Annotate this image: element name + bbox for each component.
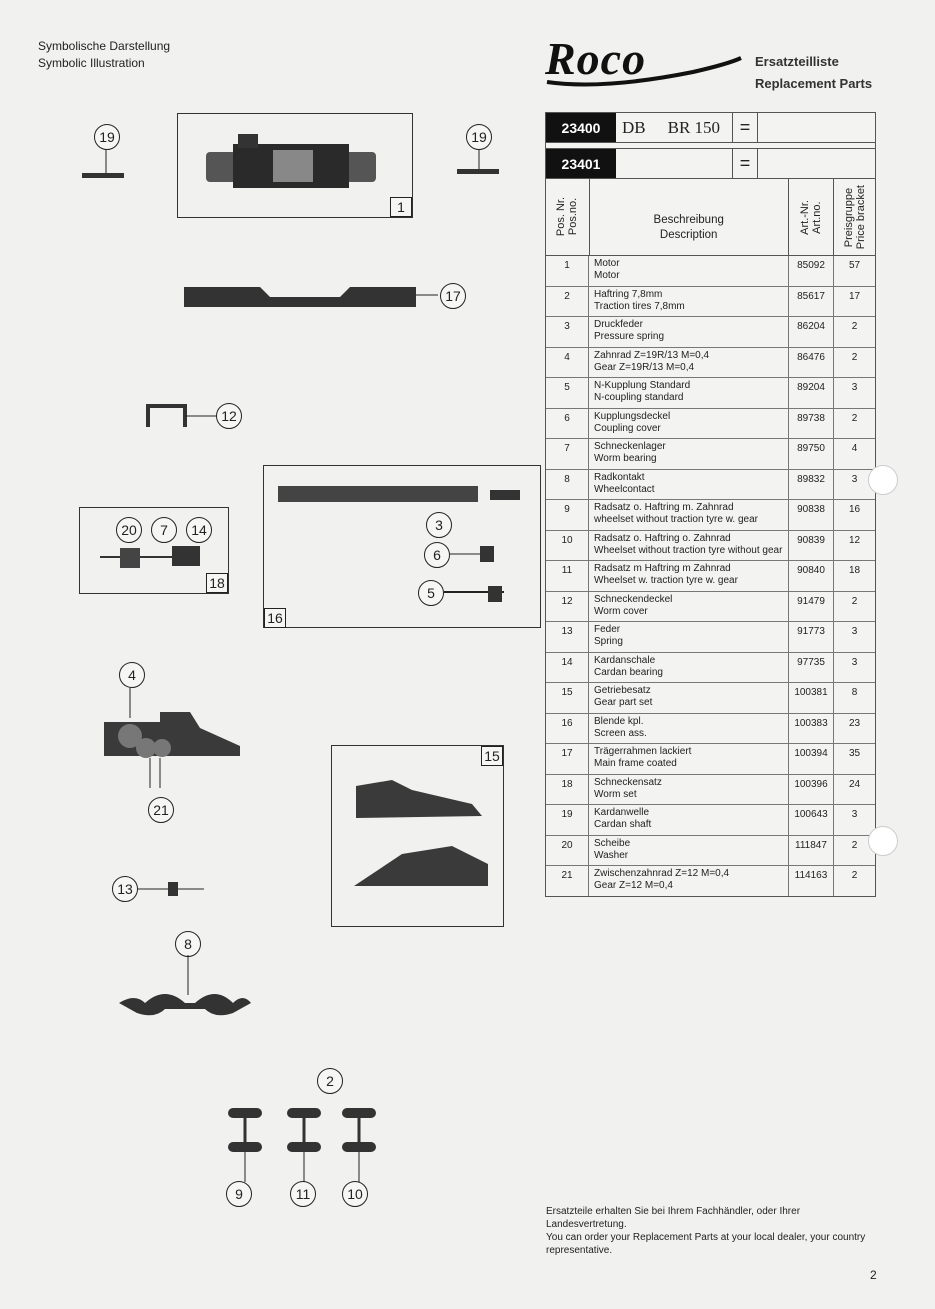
cell-art: 89750 xyxy=(789,439,834,469)
table-row xyxy=(546,744,875,775)
table-row xyxy=(546,348,875,379)
cell-art: 89738 xyxy=(789,409,834,439)
cell-desc-en: Main frame coated xyxy=(594,758,677,769)
cell-desc-de: Radsatz o. Haftring m. Zahnrad xyxy=(594,502,734,513)
cell-desc xyxy=(589,744,789,774)
cell-desc xyxy=(589,836,789,866)
callout-19-right: 19 xyxy=(466,124,492,150)
cell-desc-de: Kardanwelle xyxy=(594,807,650,818)
cell-art: 100381 xyxy=(789,683,834,713)
cell-pos: 8 xyxy=(546,470,589,500)
cell-price: 3 xyxy=(851,473,858,485)
cell-price: 3 xyxy=(851,656,858,668)
cell-art: 100383 xyxy=(789,714,834,744)
table-row xyxy=(546,256,875,287)
callout-8: 8 xyxy=(175,931,201,957)
cell-desc-de: Radsatz m Haftring m Zahnrad xyxy=(594,563,731,574)
cell-pos: 10 xyxy=(546,531,589,561)
callout-7: 7 xyxy=(151,517,177,543)
callout-6: 6 xyxy=(424,542,450,568)
table-row xyxy=(546,531,875,562)
cell-desc xyxy=(589,683,789,713)
col-art xyxy=(789,179,835,255)
col-pos-en: Pos.no. xyxy=(567,198,580,236)
cell-desc xyxy=(589,805,789,835)
cell-desc xyxy=(589,622,789,652)
cell-price: 2 xyxy=(851,412,858,424)
cell-pos: 12 xyxy=(546,592,589,622)
cell-desc-de: Schneckendeckel xyxy=(594,593,673,605)
cell-art: 89204 xyxy=(789,378,834,408)
cell-desc-de: Trägerrahmen lackiert xyxy=(594,746,692,757)
cell-pos: 2 xyxy=(546,287,589,317)
cell-pos: 14 xyxy=(546,653,589,683)
cell-price: 2 xyxy=(851,321,858,332)
callout-21: 21 xyxy=(148,797,174,823)
table-row xyxy=(546,439,875,470)
cell-price: 24 xyxy=(848,778,861,790)
callout-11: 11 xyxy=(290,1181,316,1207)
table-row xyxy=(546,287,875,318)
wheelsets-icon xyxy=(222,1100,382,1190)
cell-desc-en: Motor xyxy=(594,270,620,281)
cell-desc xyxy=(589,775,789,805)
caption-de: Symbolische Darstellung xyxy=(38,39,171,53)
cell-art: 90840 xyxy=(789,561,834,591)
table-row xyxy=(546,622,875,653)
cell-pos: 3 xyxy=(546,317,589,347)
coupling-cover-icon xyxy=(450,542,500,567)
cell-desc-de: Kupplungsdeckel xyxy=(594,410,671,422)
illustration-caption xyxy=(38,38,170,72)
cell-desc xyxy=(589,409,789,439)
cell-desc xyxy=(589,256,789,286)
cell-pos: 20 xyxy=(546,836,589,866)
table-row xyxy=(546,714,875,745)
cell-desc-en: Pressure spring xyxy=(594,331,665,342)
cell-desc-de: Zahnrad Z=19R/13 M=0,4 xyxy=(594,349,710,361)
cell-art: 89832 xyxy=(789,470,834,500)
callout-2: 2 xyxy=(317,1068,343,1094)
cell-pos: 21 xyxy=(546,866,589,896)
table-row xyxy=(546,592,875,623)
cell-desc-de: Haftring 7,8mm xyxy=(594,288,663,300)
cell-desc xyxy=(589,470,789,500)
model-number: 23401 xyxy=(546,149,616,178)
table-header xyxy=(546,179,875,256)
cell-price: 2 xyxy=(851,839,858,851)
cell-desc-de: Schneckenlager xyxy=(594,441,666,452)
cell-desc xyxy=(589,561,789,591)
cell-desc xyxy=(589,287,789,317)
cell-desc-de: Motor xyxy=(594,258,620,269)
table-row xyxy=(546,317,875,348)
cell-art: 100394 xyxy=(789,744,834,774)
cell-desc xyxy=(589,531,789,561)
table-row xyxy=(546,683,875,714)
table-row xyxy=(546,470,875,501)
col-pos xyxy=(546,179,590,255)
frame-gear-set xyxy=(331,745,504,927)
cell-desc-en: Screen ass. xyxy=(594,727,647,739)
callout-3: 3 xyxy=(426,512,452,538)
cell-desc-en: Gear Z=12 M=0,4 xyxy=(594,880,673,891)
cell-desc xyxy=(589,317,789,347)
box-label-18: 18 xyxy=(206,573,228,593)
cardan-shaft-left-icon xyxy=(78,150,128,185)
model-railway: DB xyxy=(622,117,646,137)
col-desc-de: Beschreibung xyxy=(653,214,724,226)
order-note-en: You can order your Replacement Parts at your local dealer, your country representative. xyxy=(546,1232,866,1256)
cell-desc xyxy=(589,439,789,469)
table-row xyxy=(546,409,875,440)
cell-pos: 19 xyxy=(546,805,589,835)
cell-desc-de: Schneckensatz xyxy=(594,776,662,788)
callout-5: 5 xyxy=(418,580,444,606)
cell-desc-de: Blende kpl. xyxy=(594,715,644,727)
screen-drawing xyxy=(264,466,540,526)
cell-price: 12 xyxy=(848,534,861,546)
callout-12: 12 xyxy=(216,403,242,429)
cell-desc-de: Radsatz o. Haftring o. Zahnrad xyxy=(594,532,731,544)
cardan-shaft-right-icon xyxy=(455,150,505,185)
main-frame-icon xyxy=(180,283,440,313)
table-row xyxy=(546,836,875,867)
cell-art: 85092 xyxy=(789,256,834,286)
roco-logo xyxy=(543,32,743,92)
cell-desc xyxy=(589,866,789,896)
cell-price: 3 xyxy=(851,809,858,820)
cell-desc-en: Worm set xyxy=(594,788,637,800)
parts-table xyxy=(545,112,876,897)
cell-art: 86476 xyxy=(789,348,834,378)
cell-desc-de: Druckfeder xyxy=(594,319,643,330)
model-name xyxy=(616,149,733,178)
doc-title xyxy=(755,51,872,95)
cell-desc-en: Gear Z=19R/13 M=0,4 xyxy=(594,361,695,373)
cell-art: 97735 xyxy=(789,653,834,683)
model-number: 23400 xyxy=(546,113,616,142)
cell-price: 2 xyxy=(851,595,858,607)
cell-art: 114163 xyxy=(789,866,834,896)
order-note-de: Ersatzteile erhalten Sie bei Ihrem Fachhändler, oder Ihrer Landesvertretung. xyxy=(546,1206,801,1230)
cell-price: 18 xyxy=(848,565,861,576)
cell-desc xyxy=(589,500,789,530)
cell-desc-en: Coupling cover xyxy=(594,422,661,434)
cell-art: 90839 xyxy=(789,531,834,561)
model-row-23400 xyxy=(546,113,875,143)
frame-motor xyxy=(177,113,413,218)
cell-desc-en: Washer xyxy=(594,849,629,861)
worm-cover-icon xyxy=(145,402,220,432)
table-row xyxy=(546,805,875,836)
cell-desc-en: wheelset without traction tyre w. gear xyxy=(594,514,758,525)
cell-pos: 6 xyxy=(546,409,589,439)
model-mark: = xyxy=(733,113,758,142)
cell-pos: 18 xyxy=(546,775,589,805)
cell-desc-de: Feder xyxy=(594,624,621,635)
cell-desc-de: Zwischenzahnrad Z=12 M=0,4 xyxy=(594,868,730,879)
callout-17: 17 xyxy=(440,283,466,309)
cell-price: 23 xyxy=(848,717,861,729)
callout-20: 20 xyxy=(116,517,142,543)
cell-desc-en: Cardan shaft xyxy=(594,819,652,830)
col-desc xyxy=(590,179,789,255)
cell-desc-en: Traction tires 7,8mm xyxy=(594,300,685,312)
col-art-de: Art.-Nr. xyxy=(799,199,812,235)
cell-art: 86204 xyxy=(789,317,834,347)
coupling-icon xyxy=(444,580,514,608)
title-en: Replacement Parts xyxy=(755,76,873,91)
cell-desc-en: Gear part set xyxy=(594,697,653,708)
callout-4: 4 xyxy=(119,662,145,688)
cell-desc-de: Radkontakt xyxy=(594,471,645,483)
cell-desc-en: Worm bearing xyxy=(594,453,657,464)
cell-desc-de: Getriebesatz xyxy=(594,685,651,696)
callout-9: 9 xyxy=(226,1181,252,1207)
cell-pos: 4 xyxy=(546,348,589,378)
cell-desc-en: Wheelset w. traction tyre w. gear xyxy=(594,575,738,586)
title-de: Ersatzteilliste xyxy=(755,54,839,69)
cell-pos: 9 xyxy=(546,500,589,530)
callout-19-left: 19 xyxy=(94,124,120,150)
caption-en: Symbolic Illustration xyxy=(38,56,145,70)
cell-desc xyxy=(589,653,789,683)
cell-art: 100643 xyxy=(789,805,834,835)
cell-price: 35 xyxy=(848,748,861,759)
cell-art: 100396 xyxy=(789,775,834,805)
gear-set-drawing xyxy=(332,746,503,926)
wheel-contact-icon xyxy=(115,955,255,1025)
punch-hole-bottom xyxy=(868,826,898,856)
cell-pos: 7 xyxy=(546,439,589,469)
col-desc-en: Description xyxy=(659,229,718,241)
box-label-1: 1 xyxy=(390,197,412,217)
col-price xyxy=(834,179,875,255)
cell-price: 57 xyxy=(848,260,861,271)
spring-icon xyxy=(138,878,208,900)
cell-price: 3 xyxy=(851,626,858,637)
page-number: 2 xyxy=(870,1268,877,1282)
callout-13: 13 xyxy=(112,876,138,902)
cell-price: 2 xyxy=(851,351,858,363)
cell-desc xyxy=(589,592,789,622)
model-class: BR 150 xyxy=(667,117,721,137)
order-note xyxy=(546,1205,876,1257)
box-label-15: 15 xyxy=(481,746,503,766)
table-row xyxy=(546,866,875,896)
table-body xyxy=(546,256,875,896)
cell-pos: 5 xyxy=(546,378,589,408)
cell-desc xyxy=(589,348,789,378)
model-mark: = xyxy=(733,149,758,178)
cell-price: 17 xyxy=(848,290,861,302)
cell-price: 4 xyxy=(851,443,858,454)
cell-art: 91479 xyxy=(789,592,834,622)
model-name xyxy=(616,113,733,142)
col-art-en: Art.no. xyxy=(811,200,824,234)
table-row xyxy=(546,378,875,409)
punch-hole-top xyxy=(868,465,898,495)
col-price-en: Price bracket xyxy=(854,184,867,250)
cell-desc-de: Scheibe xyxy=(594,837,631,849)
cell-pos: 16 xyxy=(546,714,589,744)
table-row xyxy=(546,653,875,684)
cell-art: 91773 xyxy=(789,622,834,652)
cell-price: 3 xyxy=(851,382,858,393)
cell-desc xyxy=(589,378,789,408)
cell-pos: 11 xyxy=(546,561,589,591)
cell-desc-en: Wheelset without traction tyre without gear xyxy=(594,544,783,556)
cell-art: 85617 xyxy=(789,287,834,317)
callout-10: 10 xyxy=(342,1181,368,1207)
motor-drawing xyxy=(178,114,412,217)
cell-desc-en: Worm cover xyxy=(594,605,648,617)
cell-art: 90838 xyxy=(789,500,834,530)
col-price-de: Preisgruppe xyxy=(842,187,855,247)
cell-price: 8 xyxy=(851,687,858,698)
cell-desc-en: Spring xyxy=(594,636,623,647)
cell-pos: 1 xyxy=(546,256,589,286)
box-label-16: 16 xyxy=(264,608,286,628)
cell-price: 2 xyxy=(851,870,858,881)
cell-pos: 13 xyxy=(546,622,589,652)
cell-desc-de: Kardanschale xyxy=(594,654,656,666)
cell-price: 16 xyxy=(848,504,861,515)
cell-desc-en: N-coupling standard xyxy=(594,392,684,403)
cell-pos: 15 xyxy=(546,683,589,713)
cell-art: 111847 xyxy=(789,836,834,866)
table-row xyxy=(546,561,875,592)
table-row xyxy=(546,775,875,806)
cell-desc xyxy=(589,714,789,744)
cell-pos: 17 xyxy=(546,744,589,774)
cell-desc-de: N-Kupplung Standard xyxy=(594,380,691,391)
callout-14: 14 xyxy=(186,517,212,543)
gear-assembly-icon xyxy=(100,688,242,798)
brand-text: Roco xyxy=(545,33,647,84)
cell-desc-en: Wheelcontact xyxy=(594,483,655,495)
model-row-23401 xyxy=(546,149,875,179)
cell-desc-en: Cardan bearing xyxy=(594,666,663,678)
col-pos-de: Pos. Nr. xyxy=(555,197,568,237)
table-row xyxy=(546,500,875,531)
